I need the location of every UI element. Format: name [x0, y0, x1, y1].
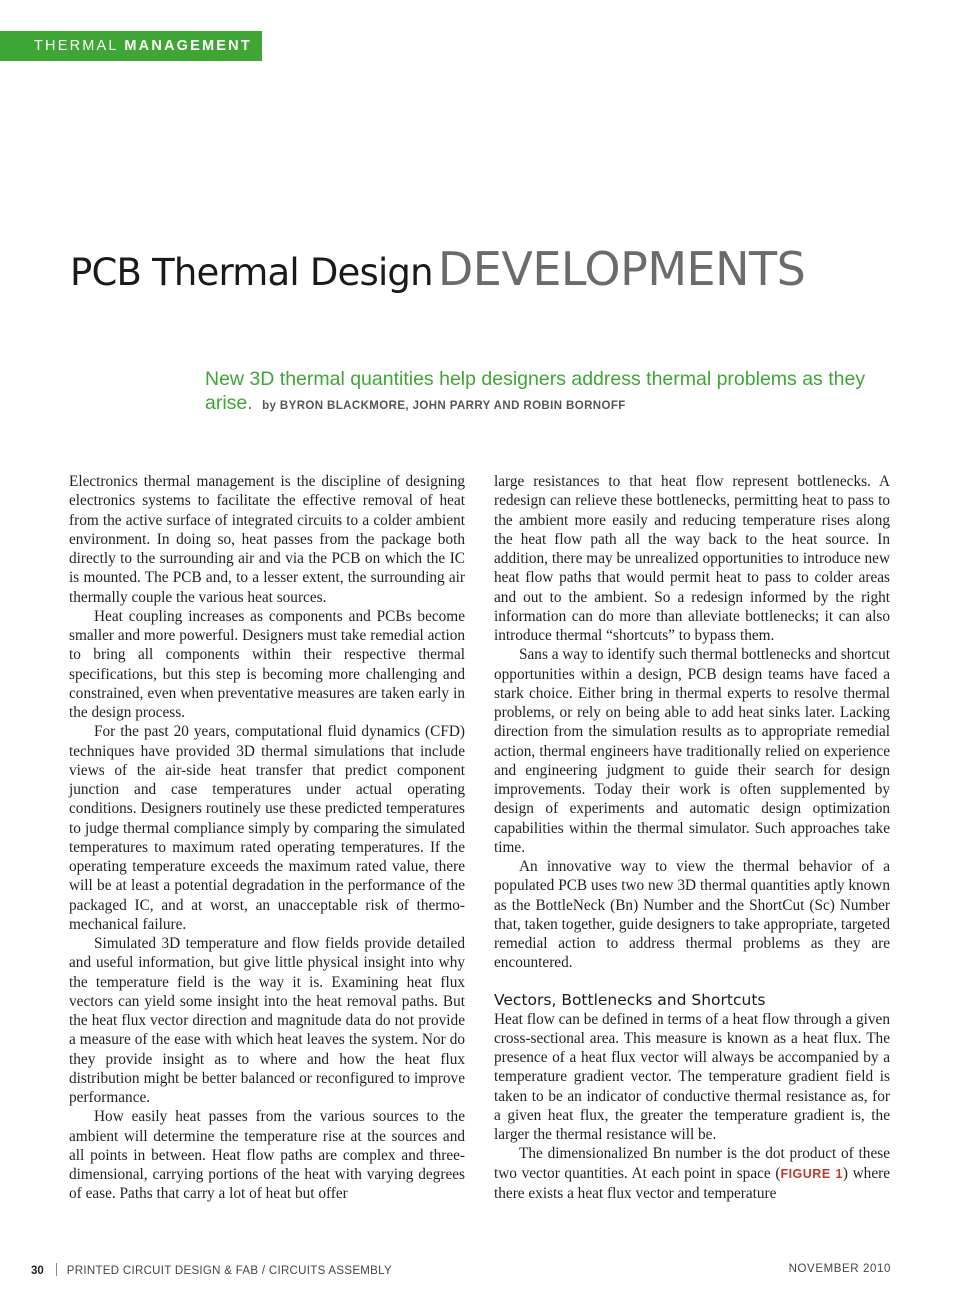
paragraph: Heat coupling increases as components and PCBs become smaller and more powerful. Designers must take remedial action to bring all components within their respective thermal specifications, but this step is becoming more challenging and constrained, even when preventative measures are taken early in the design process. [69, 607, 465, 721]
deck-text: New 3D thermal quantities help designers address thermal problems as they arise. [205, 368, 866, 414]
body-column-left [69, 472, 465, 1204]
headline-part-1: PCB Thermal Design [70, 251, 433, 294]
publication-name: PRINTED CIRCUIT DESIGN & FAB / CIRCUITS ASSEMBLY [66, 1265, 392, 1277]
body-column-right [494, 472, 890, 1203]
paragraph: How easily heat passes from the various sources to the ambient will determine the temperature rise at the sources and all points in between. Heat flow paths are complex and three-dimensional, carrying portions of the heat with varying degrees of ease. Paths that carry a lot of heat but offer [69, 1108, 465, 1203]
paragraph: Sans a way to identify such thermal bottlenecks and shortcut opportunities within a design, PCB design teams have faced a stark choice. Either bring in thermal experts to resolve thermal problems, or rely on being able to add heat sinks later. Lacking direction from the simulation results as to appropriate remedial action, thermal engineers have traditionally relied on experience and engineering judgment to guide their search for design improvements. Today their work is often supplemented by design of experiments and automatic design optimization capabilities within the thermal simulator. Such approaches take time. [494, 646, 890, 856]
paragraph: Heat flow can be defined in terms of a heat flow through a given cross-sectional area. This measure is known as a heat flux. The presence of a heat flux vector will always be accompanied by a temperature gradient vector. The temperature gradient field is taken to be an indicator of conductive thermal resistance as, for a given heat flux, the greater the temperature gradient is, the larger the thermal resistance will be. [494, 1010, 890, 1143]
footer-divider [56, 1263, 57, 1276]
paragraph [494, 1144, 890, 1203]
section-tab [0, 31, 262, 61]
paragraph: An innovative way to view the thermal behavior of a populated PCB uses two new 3D thermal quantities aptly known as the BottleNeck (Bn) Number and the ShortCut (Sc) Number that, taken together, guide designers to take appropriate, targeted remedial action to address thermal problems as they are encountered. [494, 858, 890, 972]
section-subhead: Vectors, Bottlenecks and Shortcuts [494, 990, 766, 1009]
paragraph: Simulated 3D temperature and flow fields provide detailed and useful information, but give little physical insight into why the temperature field is the way it is. Examining heat flux vectors can yield some insight into the heat removal paths. But the heat flux vector direction and magnitude data do not provide a measure of the ease with which heat leaves the system. Nor do they provide insight as to where and how the heat flux distribution might be better balanced or reconfigured to improve performance. [69, 935, 465, 1106]
article-deck [205, 367, 895, 418]
paragraph: For the past 20 years, computational fluid dynamics (CFD) techniques have provided 3D thermal simulations that include views of the air-side heat transfer that predict component junction and case temperatures under actual operating conditions. Designers routinely use these predicted temperatures to judge thermal compliance simply by comparing the simulated temperatures to maximum rated operating temperatures. If the operating temperature exceeds the maximum rated value, there will be at least a potential degradation in the performance of the packaged IC, and at worst, an unacceptable risk of thermo-mechanical failure. [69, 723, 465, 933]
paragraph: Electronics thermal management is the discipline of designing electronics systems to facilitate the effective removal of heat from the active surface of integrated circuits to a colder ambient environment. In doing so, heat passes from the package both directly to the surrounding air and via the PCB on which the IC is mounted. The PCB and, to a lesser extent, the surrounding air thermally couple the various heat sources. [69, 473, 465, 606]
article-headline [70, 242, 930, 296]
paragraph-text: The dimensionalized Bn number is the dot product of these two vector quantities. At each point in space ( [494, 1145, 890, 1182]
paragraph-text: ) where there exists a heat flux vector and temperature [494, 1164, 891, 1202]
section-tab-bold: MANAGEMENT [124, 38, 252, 54]
page-footer [31, 1263, 891, 1279]
figure-reference-link[interactable]: FIGURE 1 [780, 1166, 843, 1181]
byline: by BYRON BLACKMORE, JOHN PARRY AND ROBIN BORNOFF [262, 400, 626, 412]
issue-date: NOVEMBER 2010 [788, 1263, 891, 1275]
page-number: 30 [31, 1265, 44, 1277]
section-tab-light: THERMAL [34, 38, 119, 54]
headline-part-2: DEVELOPMENTS [437, 242, 806, 296]
paragraph: large resistances to that heat flow represent bottlenecks. A redesign can relieve these bottlenecks, permitting heat to pass to the ambient more easily and reducing temperature rises along the heat flow path all the way back to the heat source. In addition, there may be unrealized opportunities to introduce new heat flow paths that would permit heat to pass to colder areas and out to the ambient. So a redesign informed by the right information can do more than alleviate bottlenecks; it can also introduce thermal “shortcuts” to bypass them. [494, 473, 890, 644]
